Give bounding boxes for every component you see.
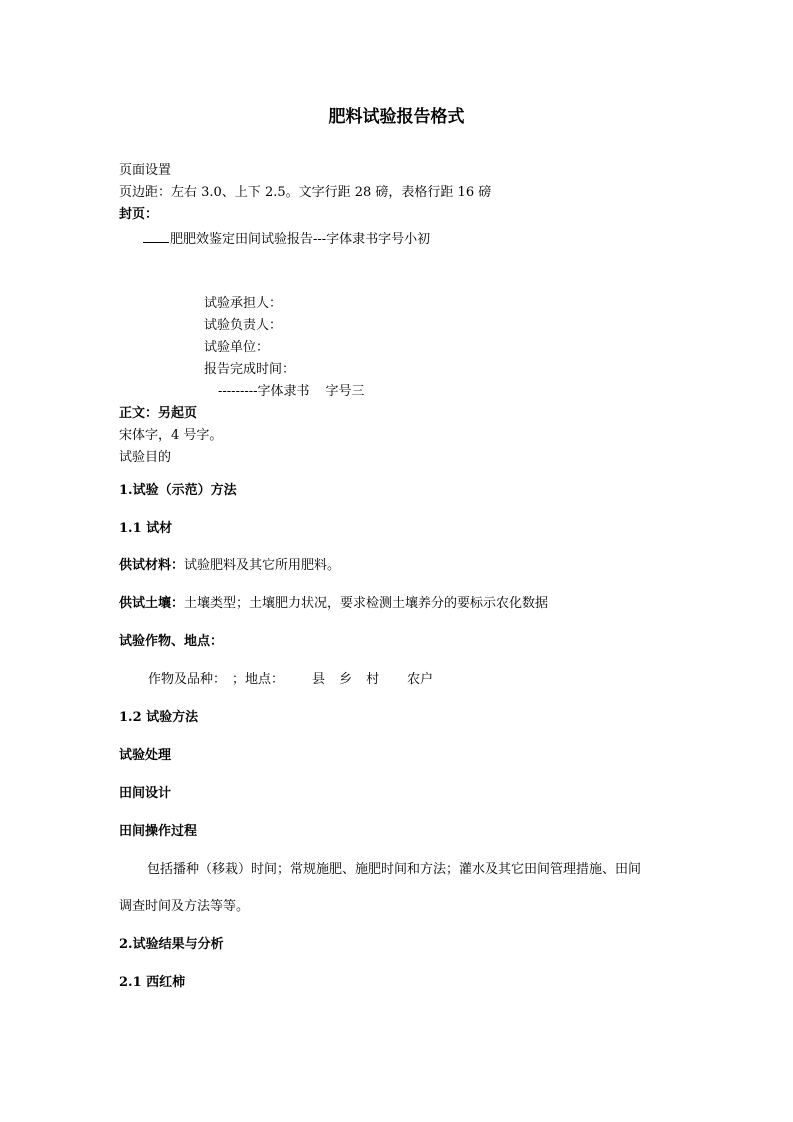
site-label: 地点：: [245, 672, 285, 687]
margins-line: 页边距：左右 3.0、上下 2.5。文字行距 28 磅，表格行距 16 磅: [119, 185, 492, 200]
section-1-heading: 1.试验（示范）方法: [119, 483, 237, 498]
section-2-heading: 2.试验结果与分析: [119, 937, 224, 952]
materials-text: 试验肥料及其它所用肥料。: [184, 558, 341, 573]
household-label: 农户: [407, 672, 434, 687]
materials-line: [119, 558, 340, 574]
crop-site-label: 试验作物、地点：: [119, 634, 224, 649]
cover-font-note: [218, 384, 365, 400]
purpose-heading: 试验目的: [119, 450, 172, 465]
font-note-size: 字号三: [325, 384, 365, 399]
cover-field-unit: 试验单位：: [204, 340, 270, 355]
cover-label: 封页：: [119, 207, 159, 222]
soil-label: 供试土壤：: [119, 596, 185, 611]
crop-semicolon: ；: [232, 672, 246, 687]
section-2-1-heading: 2.1 西红柿: [119, 975, 186, 990]
soil-text: 土壤类型；土壤肥力状况，要求检测土壤养分的要标示农化数据: [184, 596, 549, 611]
cover-field-completion-time: 报告完成时间：: [204, 362, 296, 377]
field-ops-heading: 田间操作过程: [119, 824, 198, 839]
county-label: 县: [312, 672, 326, 687]
section-1-2-heading: 1.2 试验方法: [119, 710, 199, 725]
body-label: 正文：另起页: [119, 406, 198, 421]
soil-line: [119, 596, 548, 612]
font-note-dashes: ---------字体隶书: [218, 384, 310, 399]
section-1-1-heading: 1.1 试材: [119, 521, 173, 536]
field-ops-text-2: 调查时间及方法等等。: [119, 899, 250, 914]
cover-field-responsible: 试验负责人：: [204, 318, 283, 333]
treatment-heading: 试验处理: [119, 748, 172, 763]
materials-label: 供试材料：: [119, 558, 185, 573]
field-design-heading: 田间设计: [119, 786, 172, 801]
crop-line: [148, 672, 433, 688]
page-title: 肥料试验报告格式: [328, 107, 465, 127]
page-setup-heading: 页面设置: [119, 163, 172, 178]
cover-title-line: [143, 230, 430, 248]
village-label: 村: [366, 672, 380, 687]
cover-title-text: 肥肥效鉴定田间试验报告---字体隶书字号小初: [170, 232, 431, 247]
crop-label: 作物及品种：: [148, 672, 227, 687]
field-ops-text-1: 包括播种（移栽）时间；常规施肥、施肥时间和方法；灌水及其它田间管理措施、田间: [147, 862, 642, 877]
body-font: 宋体字，4 号字。: [119, 428, 223, 443]
township-label: 乡: [339, 672, 353, 687]
cover-field-undertaker: 试验承担人：: [204, 296, 283, 311]
underline-blank: [143, 230, 169, 243]
